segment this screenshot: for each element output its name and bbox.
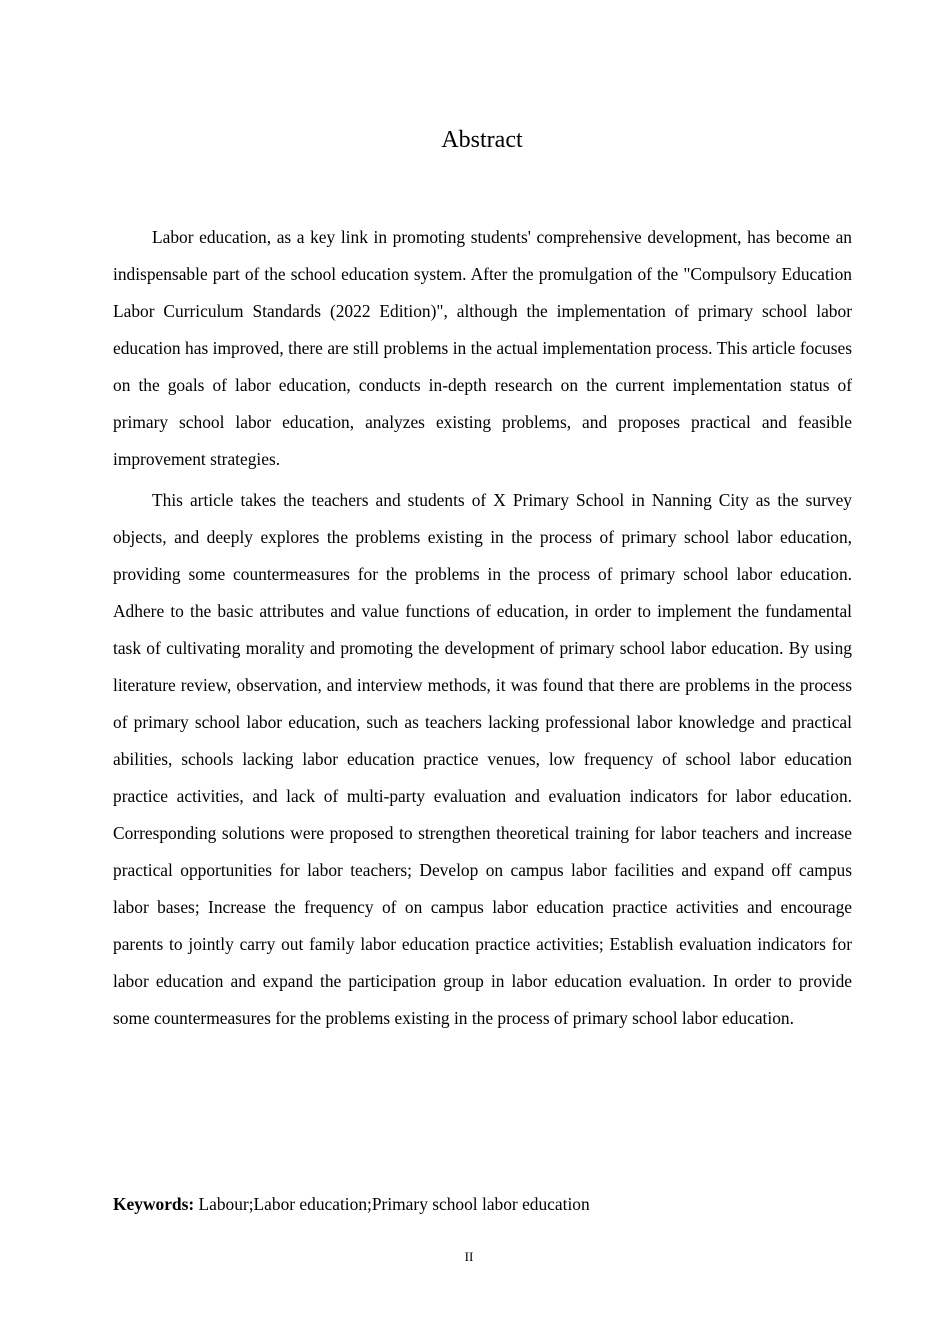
- abstract-title: Abstract: [441, 127, 523, 153]
- page-number: II: [464, 1249, 474, 1264]
- keywords-label: Keywords:: [113, 1194, 195, 1214]
- abstract-body: [113, 219, 852, 1037]
- keywords-line: [113, 1187, 852, 1221]
- keywords-text: Labour;Labor education;Primary school labor education: [194, 1194, 590, 1214]
- abstract-paragraph-2: This article takes the teachers and students of X Primary School in Nanning City as the survey objects, and deeply explores the problems existing in the process of primary school labor education, providing some countermeasures for the problems in the process of primary school labor education. Adhere to the basic attributes and value functions of education, in order to implement the fundamental task of cultivating morality and promoting the development of primary school labor education. By using literature review, observation, and interview methods, it was found that there are problems in the process of primary school labor education, such as teachers lacking professional labor knowledge and practical abilities, schools lacking labor education practice venues, low frequency of school labor education practice activities, and lack of multi-party evaluation and evaluation indicators for labor education. Corresponding solutions were proposed to strengthen theoretical training for labor teachers and increase practical opportunities for labor teachers; Develop on campus labor facilities and expand off campus labor bases; Increase the frequency of on campus labor education practice activities and encourage parents to jointly carry out family labor education practice activities; Establish evaluation indicators for labor education and expand the participation group in labor education evaluation. In order to provide some countermeasures for the problems existing in the process of primary school labor education.: [113, 490, 852, 1028]
- abstract-paragraph-1: Labor education, as a key link in promoting students' comprehensive development, has become an indispensable part of the school education system. After the promulgation of the "Compulsory Education Labor Curriculum Standards (2022 Edition)", although the implementation of primary school labor education has improved, there are still problems in the actual implementation process. This article focuses on the goals of labor education, conducts in-depth research on the current implementation status of primary school labor education, analyzes existing problems, and proposes practical and feasible improvement strategies.: [113, 227, 852, 469]
